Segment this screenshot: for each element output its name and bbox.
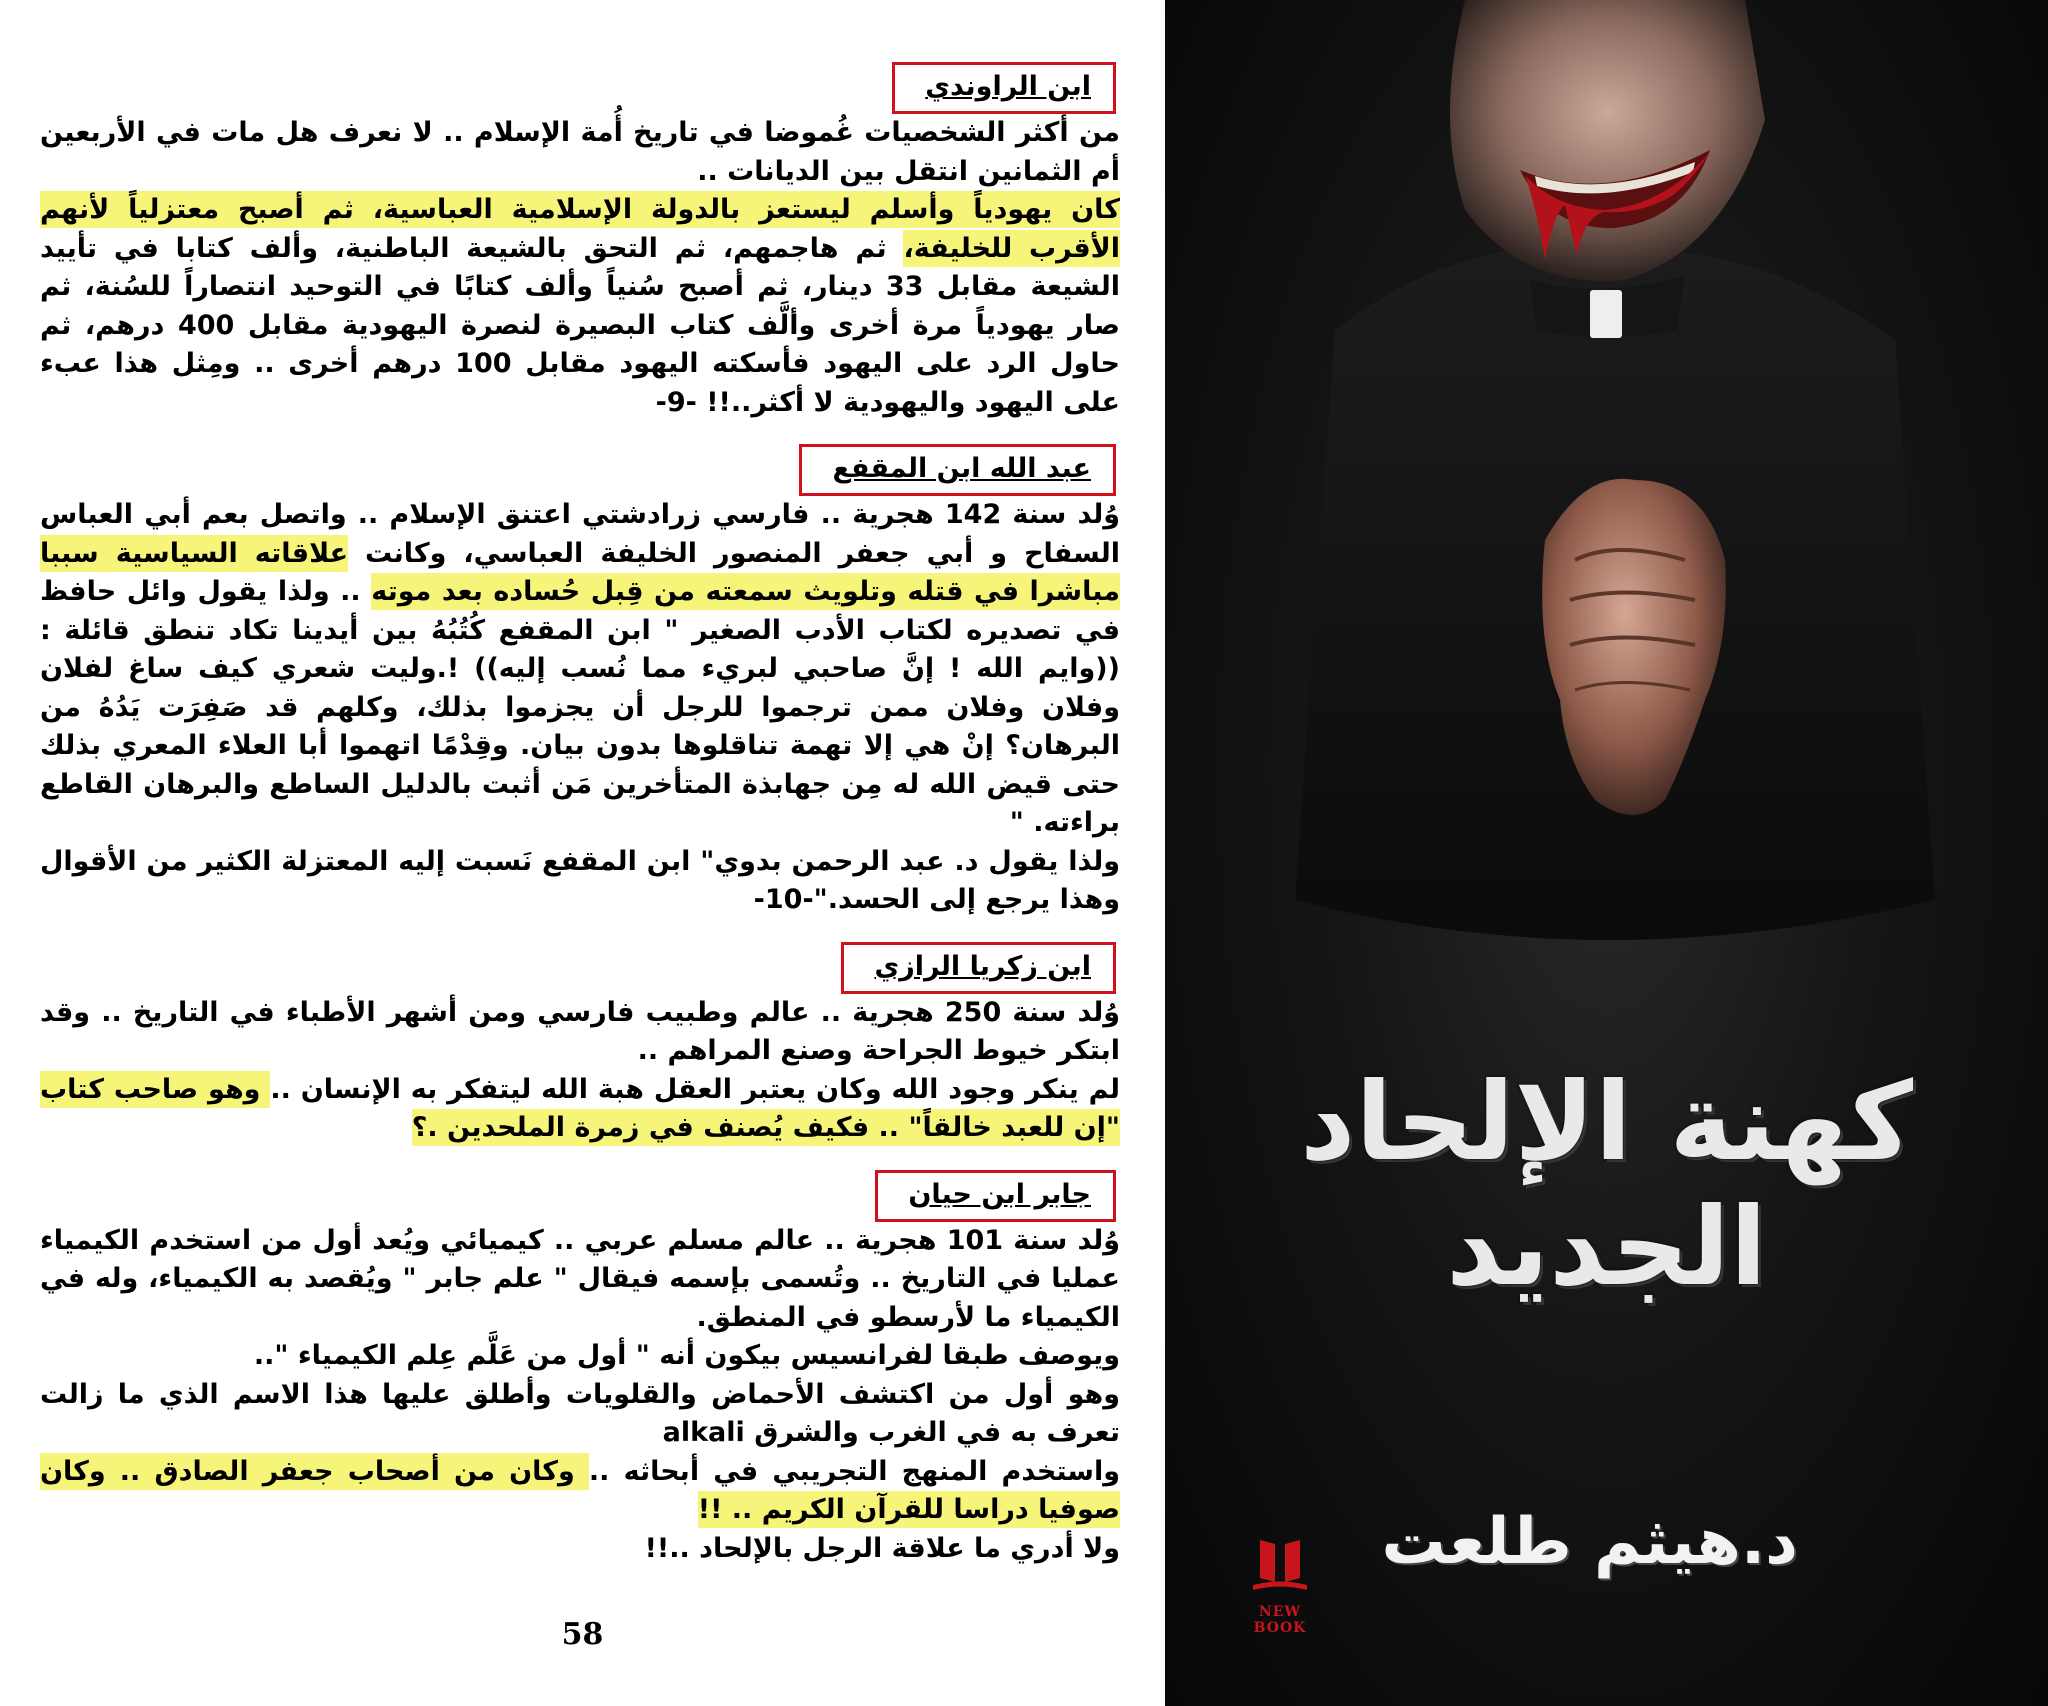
text-run: وُلد سنة 250 هجرية .. عالم وطبيب فارسي ومن أشهر الأطباء في التاريخ .. وقد ابتكر خيوط الجراحة وصنع المراهم .. (40, 996, 1121, 1066)
cover-title: كهنة الإلحاد الجديد (1299, 1060, 1914, 1310)
text-run: لم ينكر وجود الله وكان يعتبر العقل هبة الله ليتفكر به الإنسان .. (270, 1073, 1120, 1105)
section-heading: ابن الراوندي (892, 62, 1116, 114)
section-heading: جابر ابن حيان (875, 1170, 1116, 1222)
paragraph (40, 843, 1120, 920)
paragraph (40, 1337, 1120, 1376)
section (40, 444, 1120, 920)
paragraph (40, 994, 1120, 1071)
text-run: ولا أدري ما علاقة الرجل بالإلحاد ..!! (644, 1532, 1120, 1564)
section (40, 62, 1120, 422)
text-run: وهو أول من اكتشف الأحماض والقلويات وأطلق عليها هذا الاسم الذي ما زالت تعرف به في الغرب والشرق alkali (40, 1378, 1120, 1448)
publisher-name: NEW BOOK (1253, 1604, 1307, 1636)
text-run: واستخدم المنهج التجريبي في أبحاثه .. (588, 1455, 1120, 1487)
paragraph (40, 191, 1120, 422)
book-cover (1165, 0, 2048, 1706)
text-run: ويوصف طبقا لفرانسيس بيكون أنه " أول من عَلَّم عِلم الكيمياء ".. (253, 1340, 1120, 1371)
paragraph (40, 1376, 1120, 1453)
text-run: وُلد سنة 101 هجرية .. عالم مسلم عربي .. كيميائي ويُعد أول من استخدم الكيمياء عمليا في التاريخ .. وتُسمى بإسمه فيقال " علم جابر " ويُقصد به الكيمياء، وله في الكيمياء ما لأرسطو في المنطق. (40, 1224, 1120, 1333)
paragraph (40, 1530, 1120, 1569)
section (40, 942, 1120, 1148)
book-logo-icon (1245, 1530, 1315, 1600)
paragraph (40, 1071, 1120, 1148)
section-heading-wrap (40, 1170, 1120, 1222)
section-heading: عبد الله ابن المقفع (799, 444, 1116, 496)
cover-author: د.هيثم طلعت (1381, 1505, 1798, 1579)
page-number: 58 (561, 1617, 604, 1652)
section-heading-wrap (40, 942, 1120, 994)
text-run: من أكثر الشخصيات غُموضا في تاريخ أُمة الإسلام .. لا نعرف هل مات في الأربعين أم الثمانين انتقل بين الديانات .. (40, 117, 1120, 187)
text-run: .. ولذا يقول وائل حافظ في تصديره لكتاب الأدب الصغير " ابن المقفع كُتُبُهُ بين أيدينا تكاد تنطق قائلة : ((وايم الله ! إنَّ صاحبي لبريء مما نُسب إليه)) !.وليت شعري كيف ساغ لفلان وفلان وفلان ممن ترجموا للرجل أن يجزموا بذلك، وكلهم قد صَفِرَت يَدُهُ من البرهان؟ إنْ هي إلا تهمة تناقلوها بدون بيان. وقِدْمًا اتهموا أبا العلاء المعري بذلك حتى قيض الله له مِن جهابذة المتأخرين مَن أثبت بالدليل الساطع والبرهان القاطع براءته. " (40, 576, 1120, 838)
paragraph (40, 496, 1120, 843)
highlighted-text: علاقاته السياسية سببا مباشرا في قتله وتلويث سمعته من قِبل حُساده بعد موته (40, 535, 1120, 611)
highlighted-text: كان يهودياً وأسلم ليستعز بالدولة الإسلامية العباسية، ثم أصبح معتزلياً لأنهم الأقرب للخليفة، (40, 191, 1120, 267)
section (40, 1170, 1120, 1569)
paragraph (40, 114, 1120, 191)
section-heading: ابن زكريا الرازي (841, 942, 1116, 994)
section-heading-wrap (40, 444, 1120, 496)
highlighted-text: وكان من أصحاب جعفر الصادق .. وكان صوفيا دراسا للقرآن الكريم .. !! (40, 1453, 1120, 1529)
page-text (40, 62, 1120, 1590)
cover-priest-illustration (1165, 0, 2048, 1706)
paragraph (40, 1453, 1120, 1530)
text-run: وُلد سنة 142 هجرية .. فارسي زرادشتي اعتنق الإسلام .. واتصل بعم أبي العباس السفاح و أبي جعفر المنصور الخليفة العباسي، وكانت (40, 499, 1120, 569)
text-run: ولذا يقول د. عبد الرحمن بدوي" ابن المقفع نَسبت إليه المعتزلة الكثير من الأقوال وهذا يرجع إلى الحسد."-10- (40, 845, 1120, 915)
paragraph (40, 1222, 1120, 1338)
section-heading-wrap (40, 62, 1120, 114)
highlighted-text: وهو صاحب كتاب "إن للعبد خالقاً" .. فكيف يُصنف في زمرة الملحدين .؟ (40, 1071, 1120, 1147)
text-run: ثم هاجمهم، ثم التحق بالشيعة الباطنية، وألف كتابا في تأييد الشيعة مقابل 33 دينار، ثم أصبح سُنياً وألف كتابًا في التوحيد انتصاراً للسُنة، ثم صار يهودياً مرة أخرى وألَّف كتاب البصيرة لنصرة اليهودية مقابل 400 درهم، ثم حاول الرد على اليهود فأسكته اليهود مقابل 100 درهم أخرى .. ومِثل هذا عبء على اليهود واليهودية لا أكثر..!! -9- (40, 232, 1120, 418)
publisher-logo (1230, 1530, 1330, 1636)
